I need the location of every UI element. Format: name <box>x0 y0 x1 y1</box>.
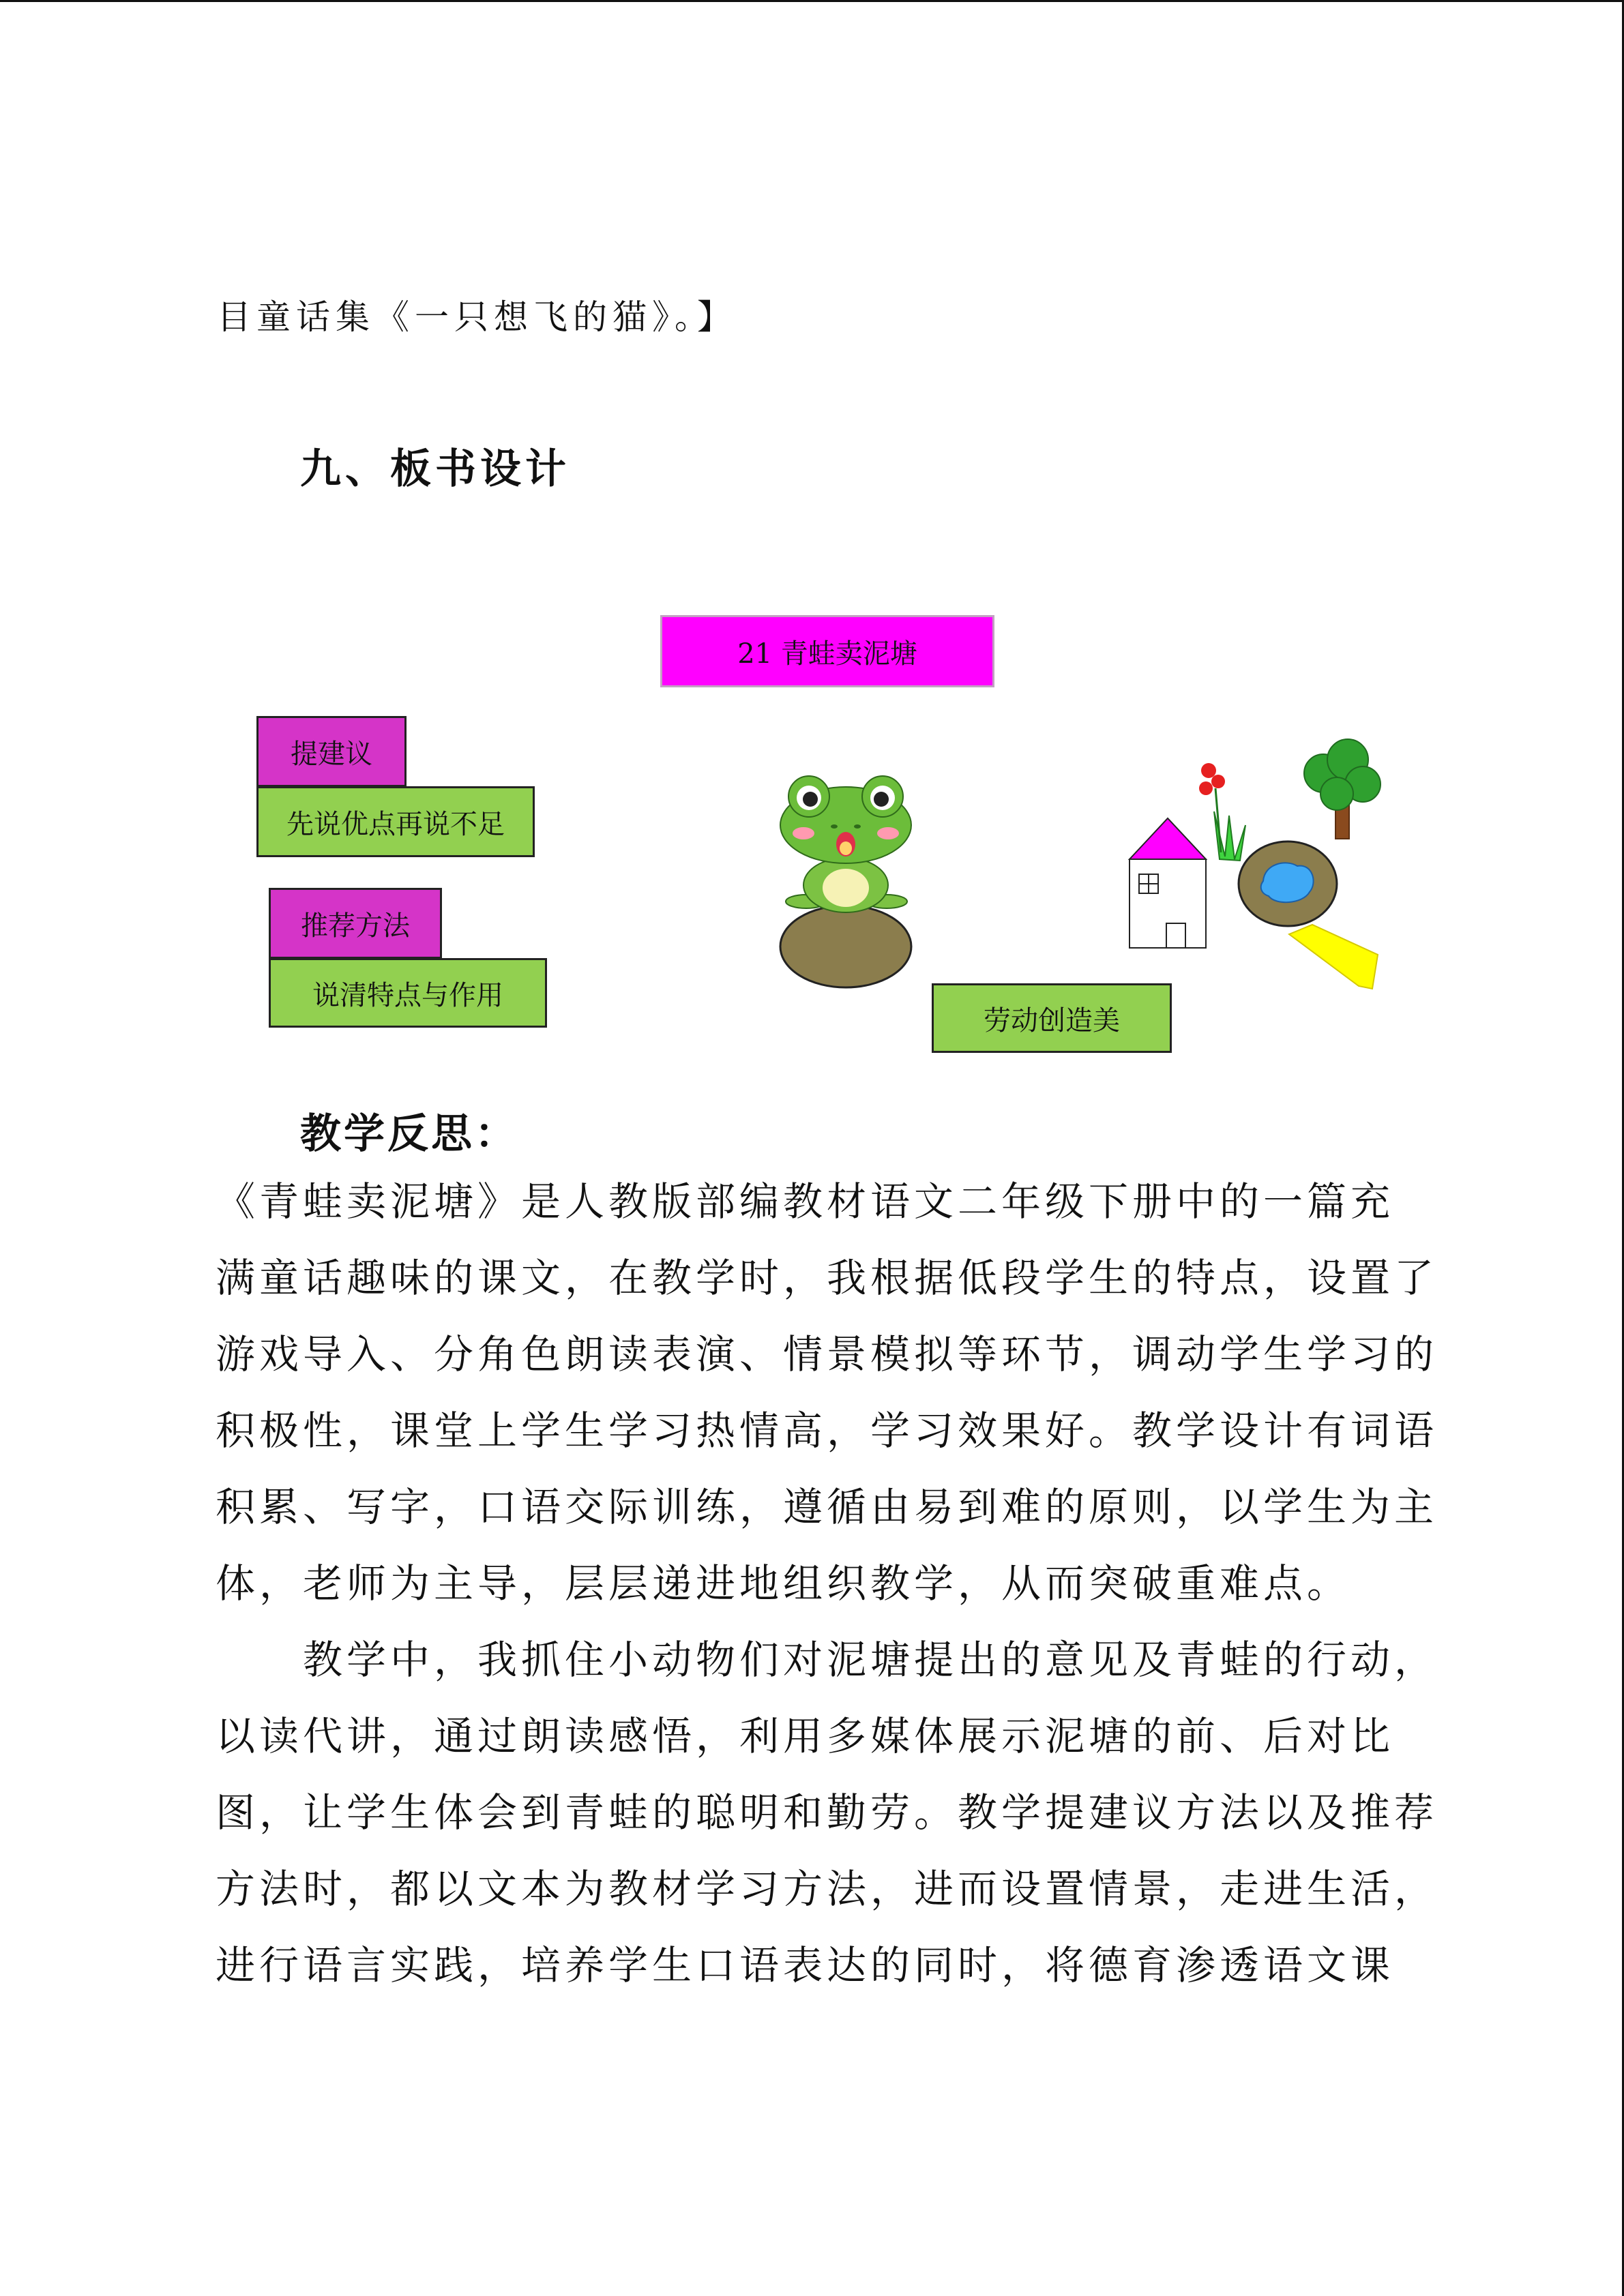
reflection-paragraph-2 <box>216 1622 1464 2003</box>
house-icon <box>1130 818 1206 948</box>
text-line: 积极性，课堂上学生学习热情高，学习效果好。教学设计有词语 <box>216 1407 1438 1454</box>
board-title: 21 青蛙卖泥塘 <box>660 615 994 687</box>
text-line: 教学中，我抓住小动物们对泥塘提出的意见及青蛙的行动， <box>216 1637 1438 1683</box>
reflection-heading: 教学反思： <box>300 1110 518 1158</box>
pond-icon <box>1239 841 1337 926</box>
road <box>1289 925 1378 989</box>
reflection-paragraph-1 <box>216 1163 1464 1622</box>
text-line: 积累、写字，口语交际训练，遵循由易到难的原则，以学生为主 <box>216 1484 1438 1530</box>
pond-scene-illustration <box>1119 730 1405 996</box>
text-line: 进行语言实践，培养学生口语表达的同时，将德育渗透语文课 <box>216 1942 1395 1988</box>
mud-mound <box>780 906 911 987</box>
text-line: 图，让学生体会到青蛙的聪明和勤劳。教学提建议方法以及推荐 <box>216 1789 1438 1836</box>
text-line: 《青蛙卖泥塘》是人教版部编教材语文二年级下册中的一篇充 <box>216 1178 1395 1225</box>
tree-icon <box>1304 739 1381 839</box>
page-top-border <box>0 0 1624 2</box>
text-line: 满童话趣味的课文，在教学时，我根据低段学生的特点，设置了 <box>216 1255 1438 1301</box>
text-line: 体，老师为主导，层层递进地组织教学，从而突破重难点。 <box>216 1560 1351 1607</box>
tag-recommend: 推荐方法 <box>269 888 442 959</box>
rule-recommend: 说清特点与作用 <box>269 958 547 1028</box>
intro-line: 目童话集《一只想飞的猫》。】 <box>217 297 737 337</box>
frog-on-mud-illustration <box>764 771 928 996</box>
rule-suggest: 先说优点再说不足 <box>256 786 535 857</box>
flower-icon <box>1199 763 1245 861</box>
tag-suggest: 提建议 <box>256 716 407 787</box>
text-line: 游戏导入、分角色朗读表演、情景模拟等环节，调动学生学习的 <box>216 1331 1438 1377</box>
text-line: 以读代讲，通过朗读感悟，利用多媒体展示泥塘的前、后对比 <box>216 1713 1395 1759</box>
labor-box: 劳动创造美 <box>932 983 1172 1053</box>
text-line: 方法时，都以文本为教材学习方法，进而设置情景，走进生活， <box>216 1866 1438 1912</box>
frog-icon <box>780 776 911 912</box>
section-heading: 九、板书设计 <box>300 445 570 493</box>
